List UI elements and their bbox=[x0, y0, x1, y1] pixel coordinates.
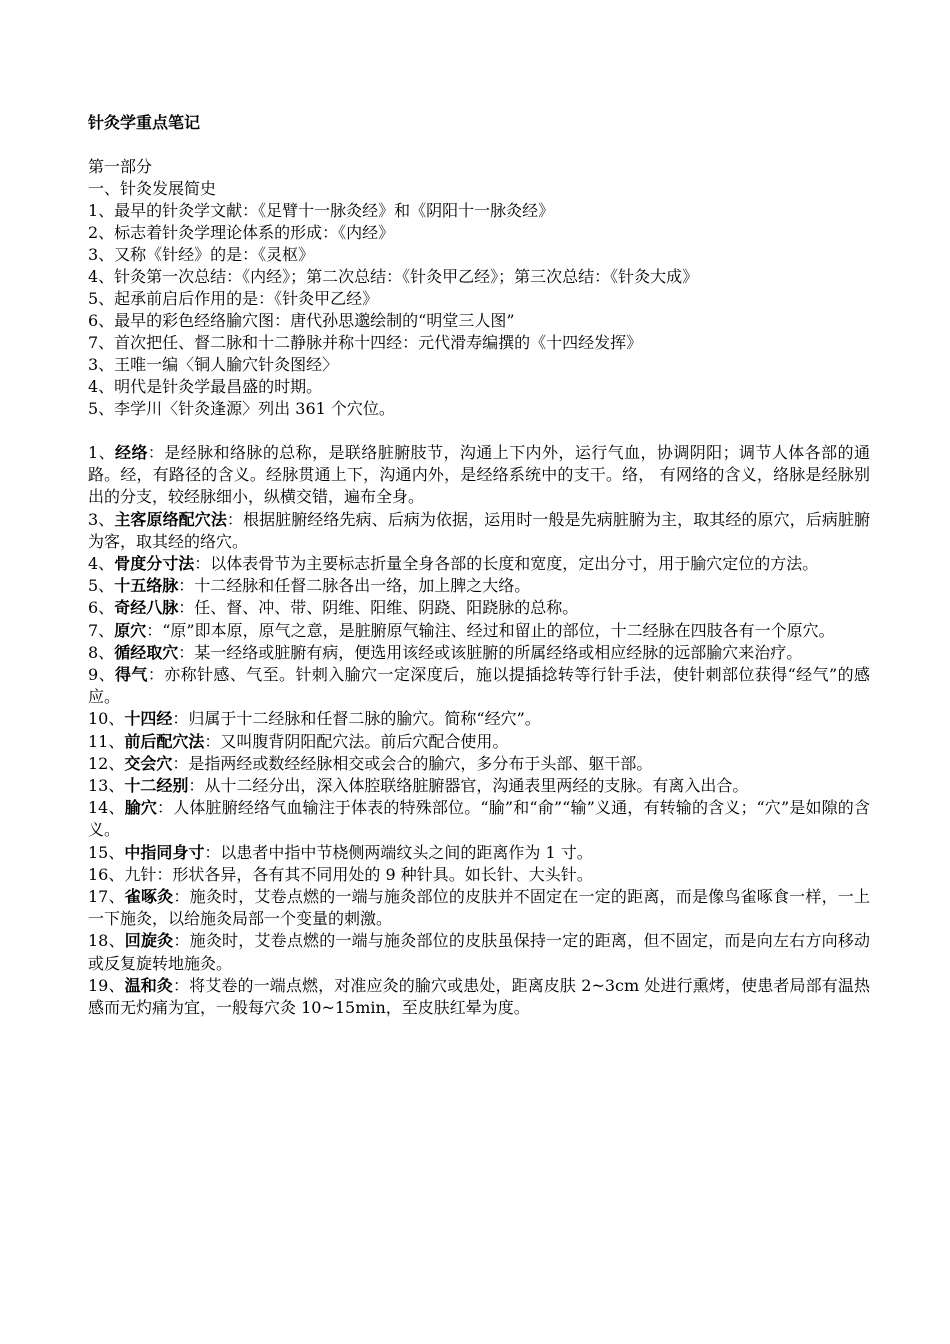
definition-item bbox=[88, 886, 870, 930]
document-page bbox=[88, 112, 870, 1019]
definition-term: 交会穴 bbox=[124, 753, 173, 773]
definition-term: 得气 bbox=[115, 665, 148, 685]
definition-term: 前后配穴法 bbox=[124, 731, 205, 751]
definition-text: ：以体表骨节为主要标志折量全身各部的长度和宽度，定出分寸，用于腧穴定位的方法。 bbox=[194, 554, 819, 574]
definition-number: 3、 bbox=[88, 509, 115, 529]
definition-item bbox=[88, 620, 870, 642]
definition-item bbox=[88, 930, 870, 974]
definition-item bbox=[88, 731, 870, 753]
definition-text: ：亦称针感、气至。针刺入腧穴一定深度后，施以提插捻转等行针手法，使针刺部位获得“经气”的感应。 bbox=[88, 665, 870, 707]
definition-number: 15、 bbox=[88, 842, 125, 862]
history-item: 6、最早的彩色经络腧穴图：唐代孙思邈绘制的“明堂三人图” bbox=[88, 311, 515, 330]
history-item: 5、李学川〈针灸逢源〉列出 361 个穴位。 bbox=[88, 399, 395, 418]
part-heading: 第一部分 bbox=[88, 157, 153, 176]
definition-number: 11、 bbox=[88, 731, 125, 751]
definition-item bbox=[88, 642, 870, 664]
definition-text: ：施灸时，艾卷点燃的一端与施灸部位的皮肤并不固定在一定的距离，而是像鸟雀啄食一样，一上一下施灸，以给施灸局部一个变量的刺激。 bbox=[88, 887, 870, 929]
history-item: 5、起承前启后作用的是：《针灸甲乙经》 bbox=[88, 289, 379, 308]
definition-term: 十五络脉 bbox=[114, 576, 179, 596]
history-item: 1、最早的针灸学文献：《足臂十一脉灸经》和《阴阳十一脉灸经》 bbox=[88, 201, 555, 220]
definition-item bbox=[88, 708, 870, 730]
definition-text: ：“原”即本原，原气之意，是脏腑原气输注、经过和留止的部位，十二经脉在四肢各有一个原穴。 bbox=[146, 620, 835, 640]
definition-item bbox=[88, 797, 870, 841]
definition-term: 奇经八脉 bbox=[114, 598, 179, 618]
definition-term: 温和灸 bbox=[124, 975, 173, 995]
definition-number: 7、 bbox=[88, 620, 115, 640]
definition-term: 十四经 bbox=[124, 709, 173, 729]
definition-item bbox=[88, 553, 870, 575]
definition-text: 九针：形状各异，各有其不同用处的 9 种针具。如长针、大头针。 bbox=[124, 864, 593, 884]
definition-term: 经络 bbox=[115, 443, 148, 462]
definition-number: 19、 bbox=[88, 975, 125, 995]
definition-list bbox=[88, 442, 870, 1019]
definition-number: 10、 bbox=[88, 709, 125, 729]
history-item: 7、首次把任、督二脉和十二静脉并称十四经：元代滑寿编撰的《十四经发挥》 bbox=[88, 333, 643, 352]
definition-text: ：将艾卷的一端点燃，对准应灸的腧穴或患处，距离皮肤 2~3cm 处进行熏烤，使患者局部有温热感而无灼痛为宜，一般每穴灸 10~15min，至皮肤红晕为度。 bbox=[88, 975, 870, 1018]
definition-number: 1、 bbox=[88, 443, 116, 462]
definition-item bbox=[88, 664, 870, 708]
definition-text: ：某一经络或脏腑有病，便选用该经或该脏腑的所属经络或相应经脉的远部腧穴来治疗。 bbox=[178, 642, 803, 662]
definition-term: 腧穴 bbox=[124, 798, 158, 818]
definition-text: ：归属于十二经脉和任督二脉的腧穴。简称“经穴”。 bbox=[172, 709, 541, 729]
history-item: 4、明代是针灸学最昌盛的时期。 bbox=[88, 377, 323, 396]
definition-number: 18、 bbox=[88, 931, 125, 951]
definition-text: ：是经脉和络脉的总称，是联络脏腑肢节，沟通上下内外，运行气血，协调阴阳；调节人体各部的通路。经，有路径的含义。经脉贯通上下，沟通内外，是经络系统中的支干。络， 有网络的含义，络脉是经脉别出的分支，较经脉细小，纵横交错，遍布全身。 bbox=[88, 443, 870, 507]
definition-term: 骨度分寸法 bbox=[114, 554, 195, 574]
definition-text: ：人体脏腑经络气血输注于体表的特殊部位。“腧”和“俞”“输”义通，有转输的含义；“穴”是如隙的含义。 bbox=[88, 798, 870, 840]
definition-term: 中指同身寸 bbox=[124, 842, 205, 862]
definition-item bbox=[88, 442, 870, 509]
section-gap bbox=[88, 420, 870, 442]
definition-term: 循经取穴 bbox=[114, 642, 179, 662]
definition-item bbox=[88, 575, 870, 597]
history-item: 2、标志着针灸学理论体系的形成：《内经》 bbox=[88, 223, 395, 242]
definition-text: ：十二经脉和任督二脉各出一络，加上脾之大络。 bbox=[178, 576, 531, 596]
definition-item bbox=[88, 842, 870, 864]
definition-term: 雀啄灸 bbox=[124, 887, 174, 907]
definition-term: 十二经别 bbox=[124, 776, 189, 796]
definition-text: ：以患者中指中节桡侧两端纹头之间的距离作为 1 寸。 bbox=[204, 842, 593, 862]
history-item: 3、王唯一编〈铜人腧穴针灸图经〉 bbox=[88, 355, 339, 374]
definition-item bbox=[88, 775, 870, 797]
history-item: 3、又称《针经》的是：《灵枢》 bbox=[88, 245, 315, 264]
definition-number: 17、 bbox=[88, 887, 125, 907]
definition-text: ：从十二经分出，深入体腔联络脏腑器官，沟通表里两经的支脉。有离入出合。 bbox=[188, 776, 749, 796]
definition-term: 原穴 bbox=[114, 620, 147, 640]
definition-number: 9、 bbox=[88, 665, 115, 685]
definition-number: 16、 bbox=[88, 864, 125, 884]
definition-number: 4、 bbox=[88, 554, 115, 574]
definition-term: 主客原络配穴法 bbox=[114, 509, 227, 529]
definition-number: 14、 bbox=[88, 798, 125, 818]
history-item: 4、针灸第一次总结：《内经》；第二次总结：《针灸甲乙经》；第三次总结：《针灸大成》 bbox=[88, 267, 699, 286]
definition-text: ：任、督、冲、带、阴维、阳维、阴跷、阳跷脉的总称。 bbox=[178, 598, 579, 618]
definition-term: 回旋灸 bbox=[124, 931, 174, 951]
definition-text: ：又叫腹背阴阳配穴法。前后穴配合使用。 bbox=[204, 731, 509, 751]
definition-number: 12、 bbox=[88, 753, 125, 773]
definition-item bbox=[88, 509, 870, 553]
definition-number: 8、 bbox=[88, 642, 115, 662]
history-heading: 一、针灸发展简史 bbox=[88, 179, 217, 198]
definition-item bbox=[88, 864, 870, 886]
definition-number: 13、 bbox=[88, 776, 125, 796]
definition-item bbox=[88, 975, 870, 1019]
definition-item bbox=[88, 597, 870, 619]
definition-text: ：施灸时，艾卷点燃的一端与施灸部位的皮肤虽保持一定的距离，但不固定，而是向左右方向移动或反复旋转地施灸。 bbox=[88, 931, 870, 973]
definition-item bbox=[88, 753, 870, 775]
definition-number: 5、 bbox=[88, 576, 115, 596]
definition-number: 6、 bbox=[88, 598, 115, 618]
doc-title: 针灸学重点笔记 bbox=[88, 113, 201, 132]
history-list bbox=[88, 200, 870, 420]
definition-text: ：是指两经或数经经脉相交或会合的腧穴，多分布于头部、躯干部。 bbox=[172, 753, 653, 773]
definition-text: ：根据脏腑经络先病、后病为依据，运用时一般是先病脏腑为主，取其经的原穴，后病脏腑为客，取其经的络穴。 bbox=[88, 509, 870, 551]
